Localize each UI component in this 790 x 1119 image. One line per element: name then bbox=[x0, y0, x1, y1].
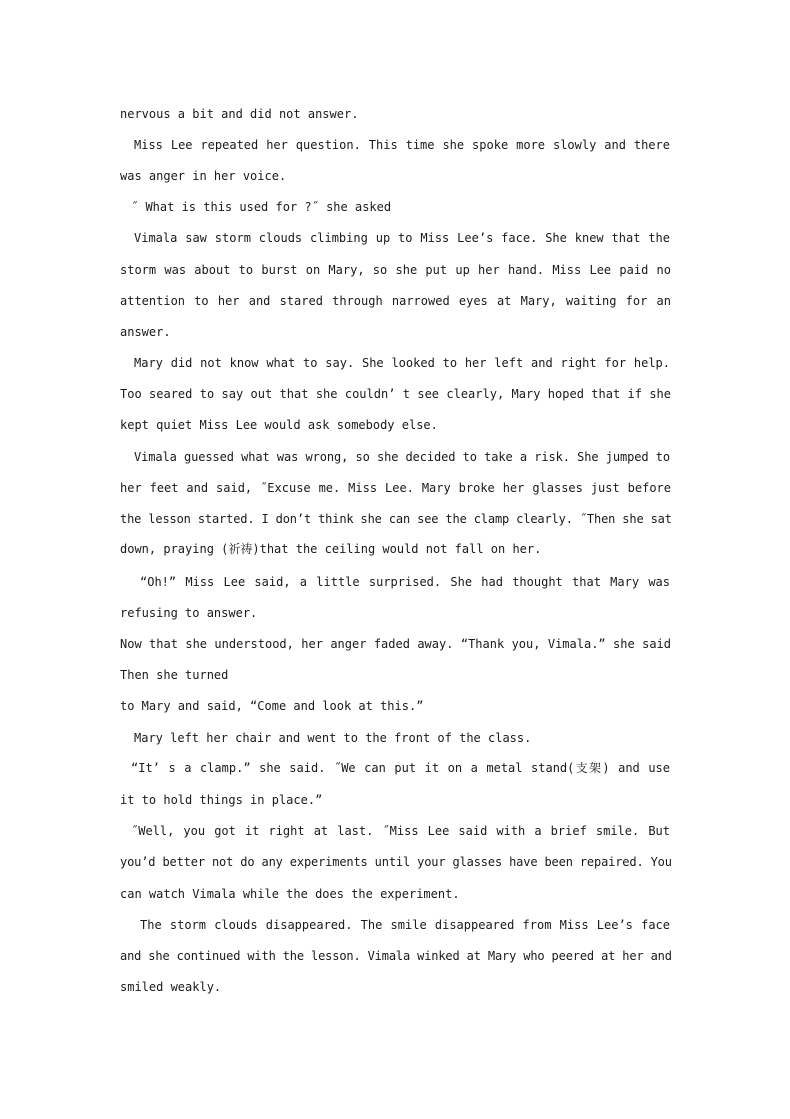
text-line-16: “Oh!” Miss Lee said, a little surprised. She had thought that Mary was bbox=[140, 575, 670, 589]
text-line-29: smiled weakly. bbox=[120, 980, 222, 994]
text-line-23: it to hold things in place.” bbox=[120, 793, 323, 807]
text-line-1: nervous a bit and did not answer. bbox=[120, 107, 359, 121]
text-line-28: and she continued with the lesson. Vimala winked at Mary who peered at her and bbox=[120, 949, 672, 963]
text-line-21: Mary left her chair and went to the front of the class. bbox=[134, 731, 532, 745]
text-line-3: was anger in her voice. bbox=[120, 169, 287, 183]
text-line-24: ˝Well, you got it right at last. ˝Miss Lee said with a brief smile. But bbox=[131, 824, 670, 838]
text-line-27: The storm clouds disappeared. The smile disappeared from Miss Lee’s face bbox=[140, 918, 670, 932]
text-line-13: her feet and said, ˝Excuse me. Miss Lee. Mary broke her glasses just before bbox=[120, 481, 671, 495]
text-line-4: ˝ What is this used for ?˝ she asked bbox=[131, 200, 392, 214]
text-line-18: Now that she understood, her anger faded away. “Thank you, Vimala.” she said bbox=[120, 637, 671, 651]
text-line-6: storm was about to burst on Mary, so she put up her hand. Miss Lee paid no bbox=[120, 263, 671, 277]
text-line-7: attention to her and stared through narrowed eyes at Mary, waiting for an bbox=[120, 294, 671, 308]
text-line-10: Too seared to say out that she couldn’ t see clearly, Mary hoped that if she bbox=[120, 387, 671, 401]
text-line-19: Then she turned bbox=[120, 668, 229, 682]
text-line-12: Vimala guessed what was wrong, so she decided to take a risk. She jumped to bbox=[134, 450, 670, 464]
text-line-2: Miss Lee repeated her question. This time she spoke more slowly and there bbox=[134, 138, 670, 152]
text-line-8: answer. bbox=[120, 325, 171, 339]
text-line-5: Vimala saw storm clouds climbing up to Miss Lee’s face. She knew that the bbox=[134, 231, 670, 245]
text-line-25: you’d better not do any experiments until your glasses have been repaired. You bbox=[120, 855, 672, 869]
text-line-9: Mary did not know what to say. She looked to her left and right for help. bbox=[134, 356, 670, 370]
text-line-20: to Mary and said, “Come and look at this.” bbox=[120, 699, 424, 713]
text-line-14: the lesson started. I don’t think she can see the clamp clearly. ˝Then she sat bbox=[120, 512, 672, 526]
text-line-15: down, praying (祈祷)that the ceiling would not fall on her. bbox=[120, 542, 542, 556]
text-line-26: can watch Vimala while the does the experiment. bbox=[120, 887, 460, 901]
text-line-17: refusing to answer. bbox=[120, 606, 258, 620]
text-line-11: kept quiet Miss Lee would ask somebody else. bbox=[120, 418, 438, 432]
text-line-22: “It’ s a clamp.” she said. ˝We can put it on a metal stand(支架) and use bbox=[131, 761, 670, 775]
